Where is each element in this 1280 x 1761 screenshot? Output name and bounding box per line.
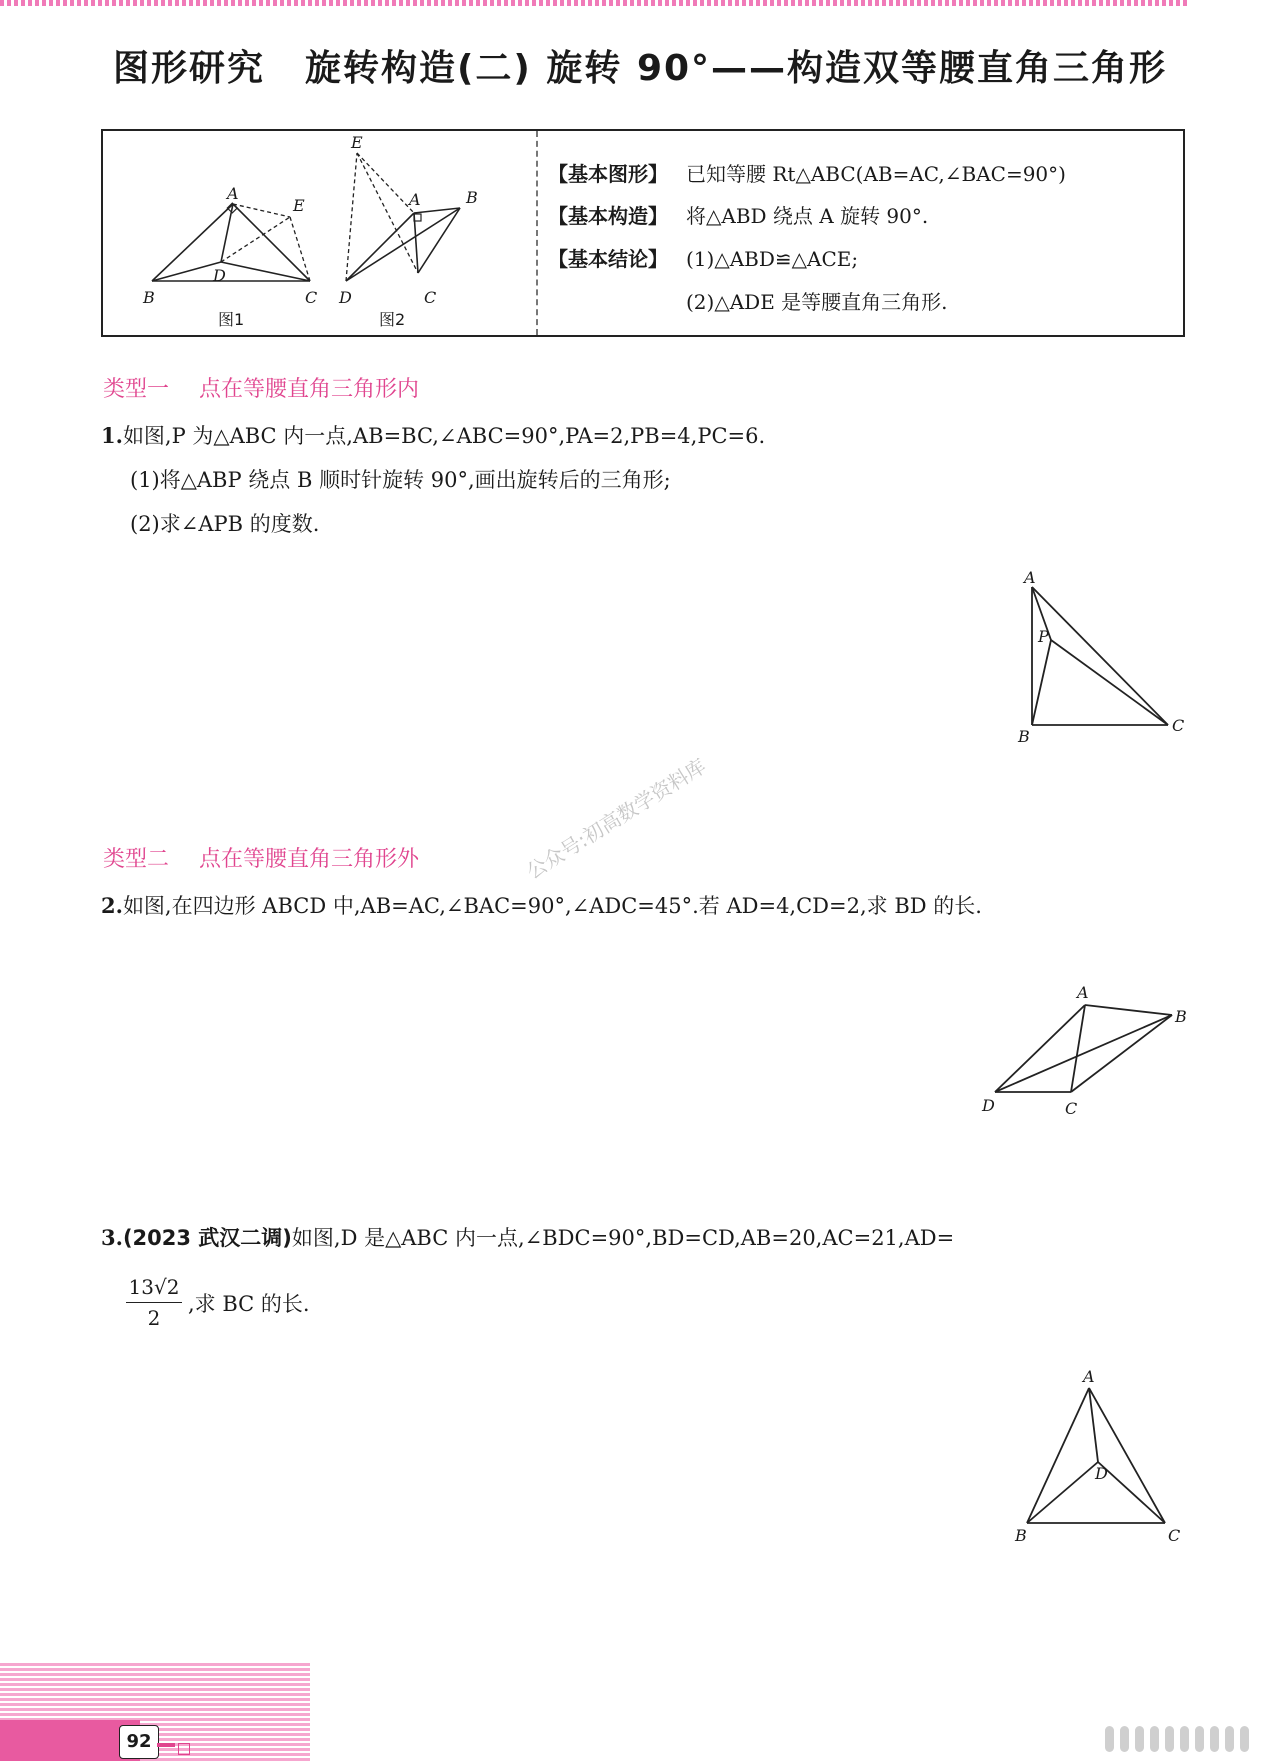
- question-1: [101, 420, 765, 450]
- q1-figure: [1000, 565, 1200, 745]
- basics-row-1: [548, 158, 1066, 187]
- basics-divider: [536, 131, 538, 335]
- q1-text: 如图,P 为△ABC 内一点,AB=BC,∠ABC=90°,PA=2,PB=4,PC=6.: [122, 424, 766, 448]
- section2-text: 点在等腰直角三角形外: [199, 847, 420, 872]
- bars-icon: [1165, 1726, 1174, 1752]
- figure-1: [142, 184, 317, 307]
- bars-icon: [1225, 1726, 1234, 1752]
- section-heading-2: [103, 842, 419, 873]
- question-3: [101, 1222, 954, 1252]
- q1-label-b: B: [1018, 727, 1030, 745]
- q1-subquestion-2: (2)求∠APB 的度数.: [130, 512, 320, 536]
- figure-2: [338, 133, 478, 307]
- q2-text: 如图,在四边形 ABCD 中,AB=AC,∠BAC=90°,∠ADC=45°.若 AD=4,CD=2,求 BD 的长.: [122, 894, 982, 918]
- q2-label-d: D: [982, 1096, 995, 1115]
- fig1-label-e: E: [293, 196, 305, 215]
- bars-icon: [1210, 1726, 1219, 1752]
- basics-figures: [103, 131, 533, 335]
- q1-label-p: P: [1038, 627, 1049, 646]
- basics-row-3: [548, 243, 858, 272]
- q1-number: 1.: [101, 423, 123, 448]
- q1-label-c: C: [1172, 716, 1185, 735]
- section2-label: 类型二: [103, 847, 170, 872]
- watermark: 公众号:初高数学资料库: [522, 753, 711, 884]
- fig2-label-e: E: [351, 133, 363, 152]
- basics-tag-3: 【基本结论】: [548, 247, 668, 271]
- q3-label-c: C: [1168, 1526, 1181, 1545]
- page-title: [0, 40, 1280, 91]
- fig1-label-d: D: [213, 266, 226, 285]
- q3-label-a: A: [1083, 1367, 1095, 1386]
- bars-icon: [1180, 1726, 1189, 1752]
- basics-text-1: 已知等腰 Rt△ABC(AB=AC,∠BAC=90°): [686, 162, 1066, 186]
- basics-tag-1: 【基本图形】: [548, 162, 668, 186]
- top-decorative-stripe: [0, 0, 1190, 6]
- q1-subquestion-1: (1)将△ABP 绕点 B 顺时针旋转 90°,画出旋转后的三角形;: [130, 468, 671, 492]
- q3-fraction-numerator: 13√2: [128, 1275, 180, 1299]
- section1-text: 点在等腰直角三角形内: [199, 377, 420, 402]
- q3-tail: ,求 BC 的长.: [188, 1292, 310, 1316]
- fig1-caption: 图1: [218, 310, 245, 329]
- fig1-label-c: C: [305, 288, 318, 307]
- q3-fraction-denominator: 2: [126, 1302, 182, 1333]
- q3-number: 3.: [101, 1225, 123, 1250]
- basics-text-3: (1)△ABD≌△ACE;: [686, 247, 859, 271]
- q3-label-d: D: [1095, 1464, 1108, 1483]
- q2-label-a: A: [1077, 983, 1089, 1002]
- page-number: 92: [119, 1725, 159, 1759]
- fig2-caption: 图2: [379, 310, 406, 329]
- basics-tag-2: 【基本构造】: [548, 204, 668, 228]
- basics-text-2: 将△ABD 绕点 A 旋转 90°.: [686, 204, 929, 228]
- bars-icon: [1120, 1726, 1129, 1752]
- q2-figure: [975, 980, 1195, 1120]
- basics-row-4: [686, 286, 948, 315]
- bars-icon: [1150, 1726, 1159, 1752]
- fig1-label-a: A: [227, 184, 239, 203]
- bars-icon: [1240, 1726, 1249, 1752]
- q3-figure: [1005, 1365, 1205, 1550]
- fig2-label-c: C: [424, 288, 437, 307]
- basics-text-4: (2)△ADE 是等腰直角三角形.: [686, 290, 948, 314]
- basics-row-2: [548, 200, 928, 229]
- bars-icon: [1195, 1726, 1204, 1752]
- q3-fraction: [126, 1272, 182, 1333]
- q3-source: (2023 武汉二调): [122, 1226, 292, 1250]
- q1-label-a: A: [1024, 568, 1036, 587]
- bars-icon: [1105, 1726, 1114, 1752]
- fig2-label-a: A: [409, 190, 421, 209]
- q3-label-b: B: [1015, 1526, 1027, 1545]
- question-2: [101, 890, 982, 920]
- corner-decoration: [157, 1743, 175, 1747]
- section-heading-1: [103, 372, 419, 403]
- title-part1: 图形研究: [112, 48, 265, 89]
- fig2-label-b: B: [466, 188, 478, 207]
- q2-number: 2.: [101, 893, 123, 918]
- title-part2: 旋转构造(二) 旋转 90°——构造双等腰直角三角形: [304, 48, 1168, 89]
- q2-label-b: B: [1175, 1007, 1187, 1026]
- fig2-label-d: D: [339, 288, 352, 307]
- section1-label: 类型一: [103, 377, 170, 402]
- bars-icon: [1135, 1726, 1144, 1752]
- q3-text: 如图,D 是△ABC 内一点,∠BDC=90°,BD=CD,AB=20,AC=21,AD=: [291, 1226, 955, 1250]
- q2-label-c: C: [1065, 1099, 1078, 1118]
- square-decoration: [178, 1743, 190, 1755]
- fig1-label-b: B: [143, 288, 155, 307]
